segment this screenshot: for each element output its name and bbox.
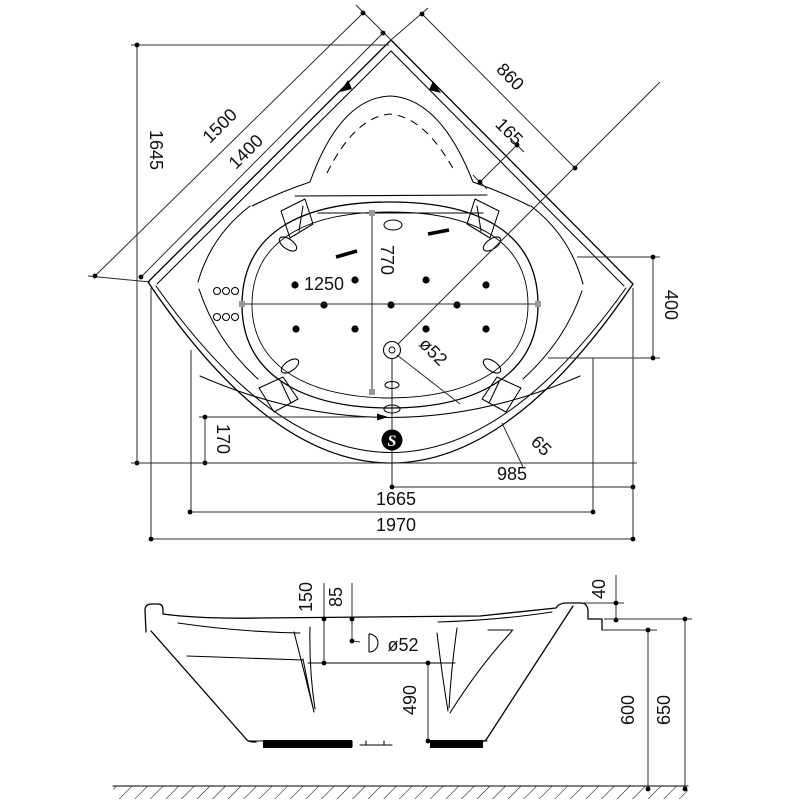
dim-height-inner-label: 600: [618, 694, 638, 726]
dim-side-outer-label: 1500: [198, 104, 241, 147]
base-pad-left: [263, 740, 352, 748]
dim-rim-offset-label: 165: [491, 114, 527, 150]
plan-dimensions: [88, 5, 681, 541]
base-pad-right: [430, 740, 483, 748]
dim-right-edge-label: 860: [492, 59, 528, 95]
plan-view: [88, 5, 681, 541]
dim-drain-label: ø52: [415, 333, 452, 370]
pump-badge-label: S: [387, 433, 397, 450]
overflow-symbol: [352, 634, 378, 652]
dim-height-total-label: 650: [654, 694, 674, 726]
side-dimensions: [296, 575, 692, 791]
ground-hatch: [113, 786, 688, 799]
dim-rim-overflow-label: 85: [326, 586, 346, 608]
side-view: [113, 575, 692, 799]
dim-rim-front-label: 65: [527, 431, 556, 460]
dim-basin-width-label: 1250: [303, 274, 345, 294]
dim-front-apron-label: 170: [213, 423, 233, 455]
dim-overflow-label: ø52: [387, 635, 419, 655]
suction-grilles: [214, 288, 239, 321]
dim-corner-width-label: 400: [661, 289, 681, 321]
dim-overall-width-label: 1970: [375, 515, 417, 535]
deck-curve-left: [198, 206, 258, 379]
dim-side-inner-label: 1400: [224, 130, 267, 173]
side-right-wall: [476, 606, 573, 742]
dim-inner-width-label: 1665: [375, 489, 417, 509]
drain-assembly: [382, 342, 403, 488]
dim-depth-label: 1645: [146, 129, 166, 171]
dome-left-connector: [252, 182, 310, 206]
dim-rim-step-label: 40: [589, 578, 609, 600]
dim-seat-floor-label: 490: [400, 684, 420, 716]
headrest-dome-hidden: [327, 114, 455, 173]
dim-half-width-label: 985: [496, 464, 528, 484]
front-skirt-curve: [200, 376, 580, 418]
dim-rim-seat-label: 150: [296, 581, 316, 613]
dim-basin-depth-label: 770: [377, 244, 397, 276]
side-interior-lines: [178, 612, 552, 716]
side-left-wall: [151, 631, 256, 742]
